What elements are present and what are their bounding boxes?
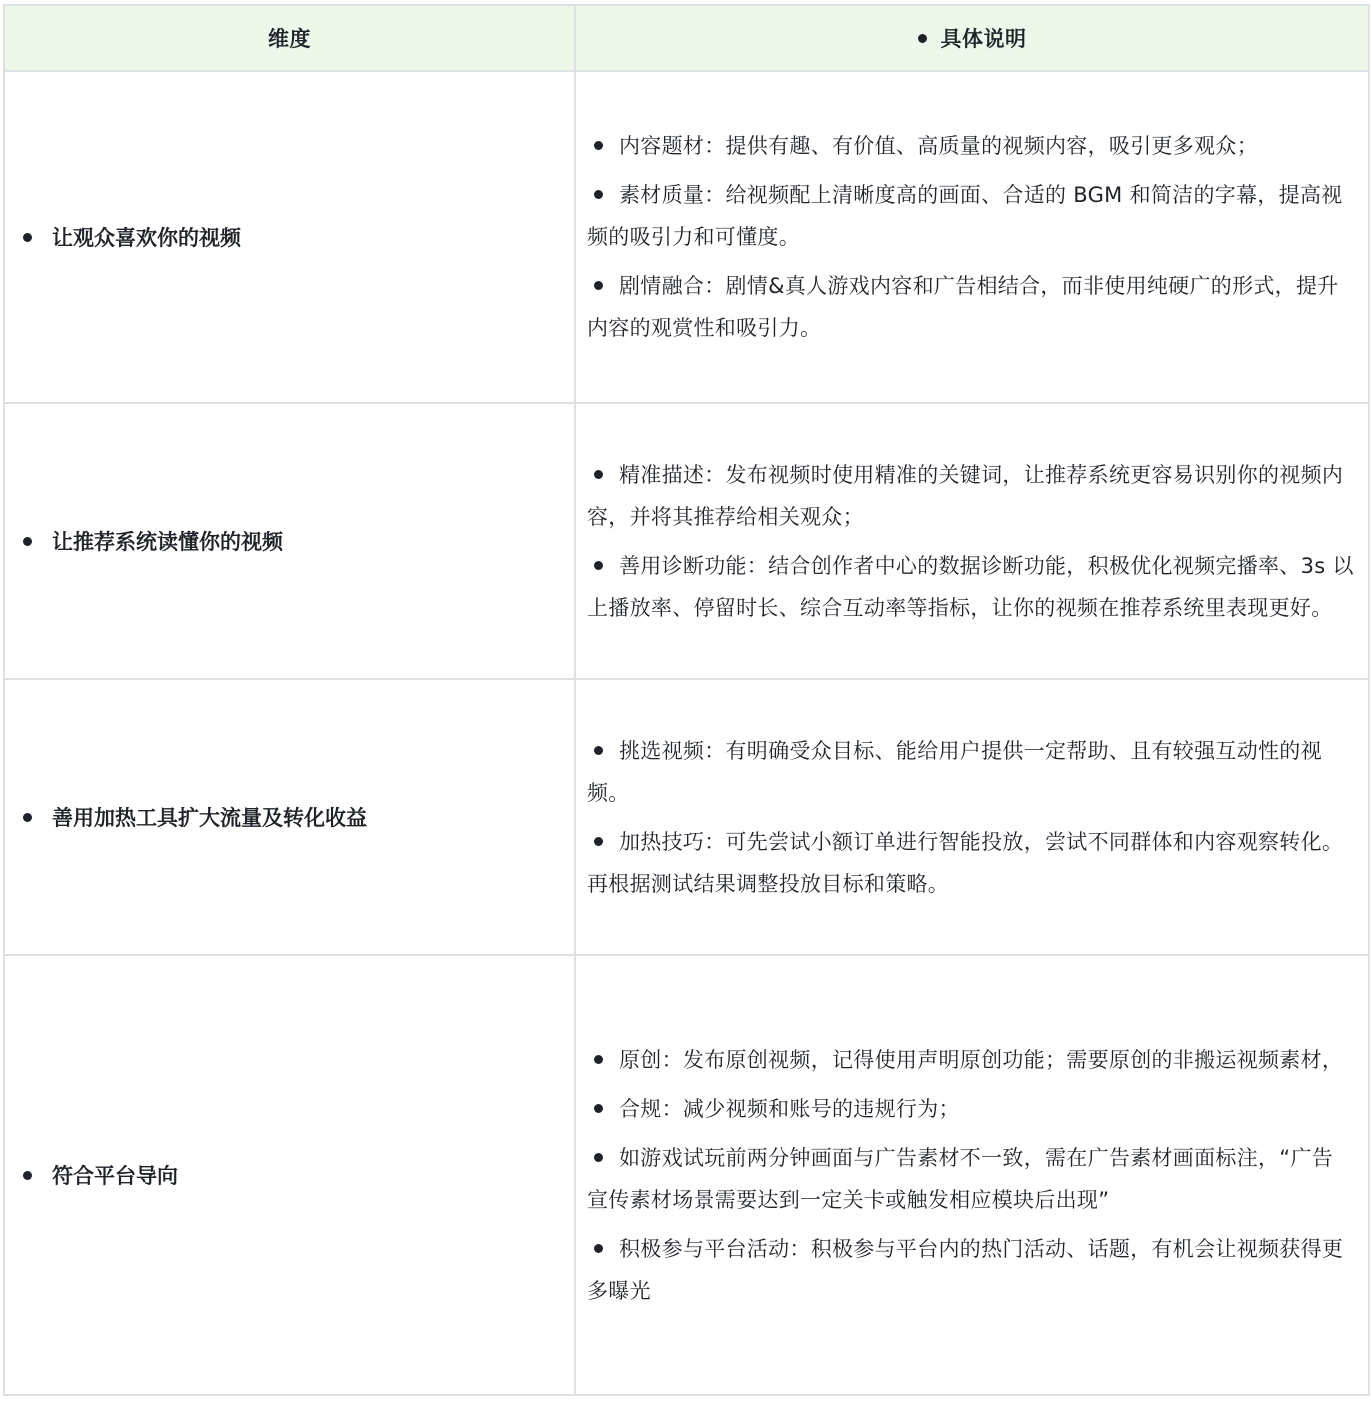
bullet-icon [594, 190, 603, 199]
header-dimension-label: 维度 [268, 27, 311, 51]
bullet-icon [23, 1171, 32, 1180]
description-item [587, 1137, 1354, 1221]
description-item [587, 125, 1354, 167]
bullet-icon [594, 561, 603, 570]
description-text: 素材质量：给视频配上清晰度高的画面、合适的 BGM 和简洁的字幕，提高视频的吸引力和可懂度。 [587, 183, 1343, 249]
description-item [587, 821, 1354, 905]
header-description-label: 具体说明 [940, 27, 1027, 51]
description-text: 精准描述：发布视频时使用精准的关键词，让推荐系统更容易识别你的视频内容，并将其推荐给相关观众； [587, 462, 1344, 529]
description-cell [575, 679, 1369, 955]
description-item [587, 1088, 1354, 1130]
dimension-label: 善用加热工具扩大流量及转化收益 [52, 806, 367, 830]
strategy-table [3, 4, 1370, 1396]
bullet-icon [594, 470, 603, 479]
description-cell [575, 403, 1369, 679]
bullet-icon [594, 1104, 603, 1113]
description-item [587, 545, 1354, 629]
table-row [4, 403, 1369, 679]
description-item [587, 730, 1354, 814]
description-item [587, 265, 1354, 349]
bullet-icon [594, 746, 603, 755]
bullet-icon [594, 281, 603, 290]
description-text: 合规：减少视频和账号的违规行为； [619, 1096, 960, 1121]
description-text: 积极参与平台活动：积极参与平台内的热门活动、话题，有机会让视频获得更多曝光 [587, 1236, 1344, 1303]
description-text: 原创：发布原创视频，记得使用声明原创功能；需要原创的非搬运视频素材， [619, 1047, 1344, 1072]
dimension-label: 符合平台导向 [52, 1164, 178, 1188]
table-header-row [4, 5, 1369, 71]
description-item [587, 454, 1354, 538]
description-text: 善用诊断功能：结合创作者中心的数据诊断功能，积极优化视频完播率、3s 以上播放率、停留时长、综合互动率等指标，让你的视频在推荐系统里表现更好。 [587, 553, 1354, 620]
bullet-icon [23, 233, 32, 242]
description-item [587, 174, 1354, 258]
dimension-cell [4, 71, 575, 403]
bullet-icon [594, 141, 603, 150]
table-row [4, 679, 1369, 955]
dimension-label: 让观众喜欢你的视频 [52, 226, 241, 250]
description-text: 内容题材：提供有趣、有价值、高质量的视频内容，吸引更多观众； [619, 134, 1258, 158]
description-text: 剧情融合：剧情&真人游戏内容和广告相结合，而非使用纯硬广的形式，提升内容的观赏性和吸引力。 [587, 274, 1339, 340]
bullet-icon [918, 34, 927, 43]
dimension-label: 让推荐系统读懂你的视频 [52, 530, 283, 554]
description-text: 挑选视频：有明确受众目标、能给用户提供一定帮助、且有较强互动性的视频。 [587, 738, 1322, 805]
header-description [575, 5, 1369, 71]
description-cell [575, 955, 1369, 1395]
description-cell [575, 71, 1369, 403]
bullet-icon [594, 1153, 603, 1162]
header-dimension [4, 5, 575, 71]
dimension-cell [4, 955, 575, 1395]
description-text: 如游戏试玩前两分钟画面与广告素材不一致，需在广告素材画面标注，“广告宣传素材场景需要达到一定关卡或触发相应模块后出现” [587, 1145, 1334, 1212]
bullet-icon [594, 837, 603, 846]
table-row [4, 955, 1369, 1395]
description-item [587, 1228, 1354, 1312]
dimension-cell [4, 679, 575, 955]
table-row [4, 71, 1369, 403]
bullet-icon [594, 1055, 603, 1064]
dimension-cell [4, 403, 575, 679]
bullet-icon [23, 813, 32, 822]
description-text: 加热技巧：可先尝试小额订单进行智能投放，尝试不同群体和内容观察转化。再根据测试结果调整投放目标和策略。 [587, 829, 1344, 896]
description-item [587, 1039, 1354, 1081]
bullet-icon [23, 537, 32, 546]
bullet-icon [594, 1244, 603, 1253]
